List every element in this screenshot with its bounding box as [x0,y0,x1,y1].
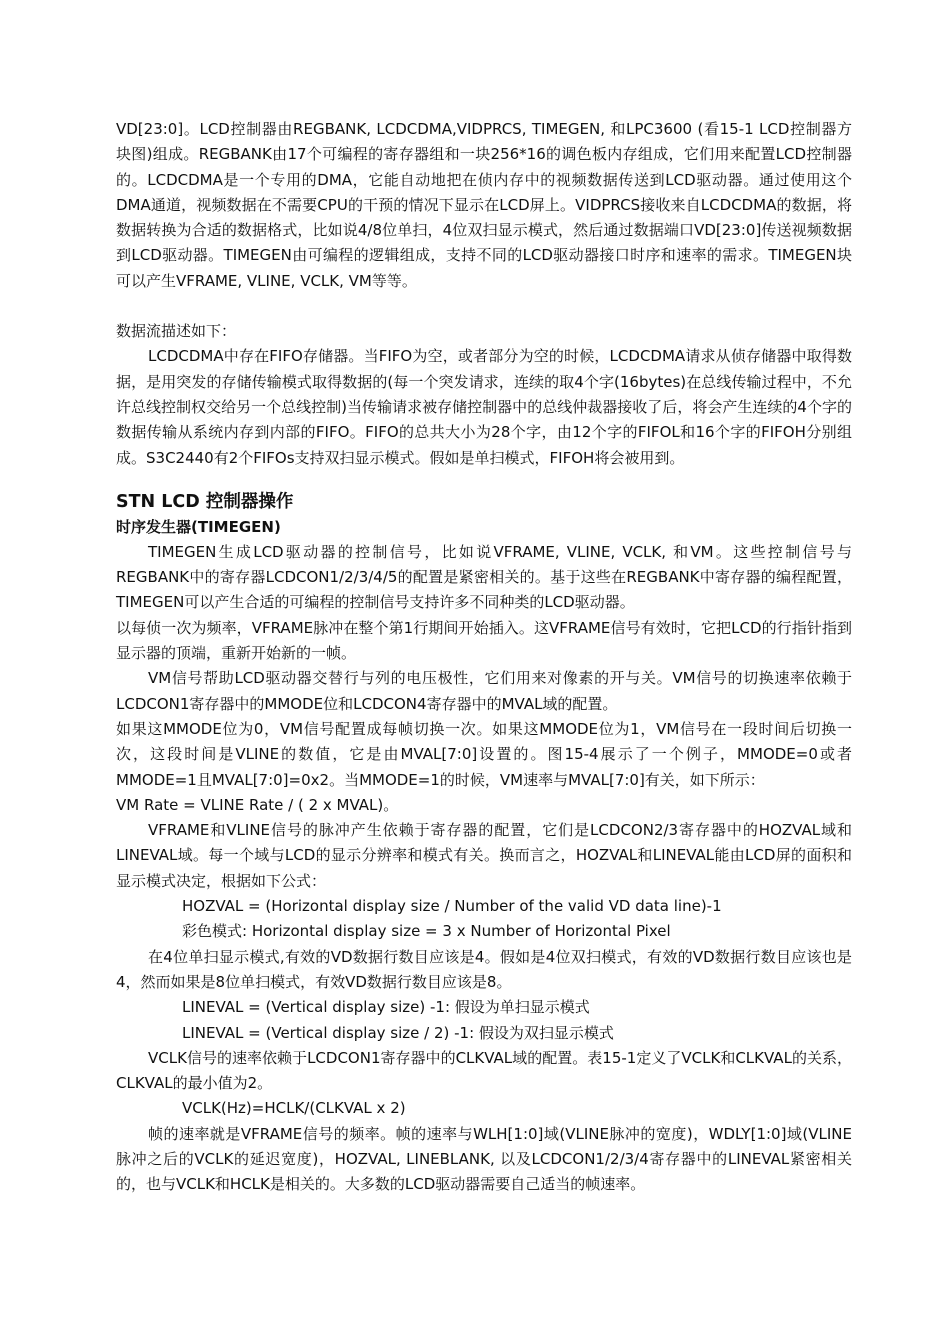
formula-vm-rate: VM Rate = VLINE Rate / ( 2 x MVAL)。 [116,795,399,814]
paragraph-frame-rate: 帧的速率就是VFRAME信号的频率。帧的速率与WLH[1:0]域(VLINE脉冲的宽度)，WDLY[1:0]域(VLINE脉冲之后的VCLK的延迟宽度)，HOZVAL, LINEBLANK, 以及LCDCON1/2/3/4寄存器中的LINEVAL紧密相关的，也与VCLK和HCLK是相关的。大多数的LCD驱动器需要自己适当的帧速率。 [116,1124,852,1194]
data-flow-intro: 数据流描述如下： [116,322,237,341]
paragraph-vm-signal: VM信号帮助LCD驱动器交替行与列的电压极性，它们用来对像素的开与关。VM信号的切换速率依赖于LCDCON1寄存器中的MMODE位和LCDCON4寄存器中的MVAL域的配置。 [116,669,852,713]
heading-bold-part: STN LCD [116,491,200,512]
document-page [116,117,852,1198]
paragraph-timegen: TIMEGEN生成LCD驱动器的控制信号，比如说VFRAME, VLINE, VCLK, 和VM。这些控制信号与REGBANK中的寄存器LCDCON1/2/3/4/5的配置是紧密相关的。基于这些在REGBANK中寄存器的编程配置，TIMEGEN可以产生合适的可编程的控制信号支持许多不同种类的LCD驱动器。 [116,542,852,612]
subheading-plain-part: 时序发生器 [116,517,192,536]
formula-lineval-single: LINEVAL = (Vertical display size) -1: 假设为单扫显示模式 [182,998,590,1017]
subheading-bold-part: (TIMEGEN) [191,517,281,536]
formula-color-mode: 彩色模式: Horizontal display size = 3 x Number of Horizontal Pixel [182,922,671,941]
formula-hozval: HOZVAL = (Horizontal display size / Number of the valid VD data line)-1 [182,897,722,916]
paragraph-mmode: 如果这MMODE位为0，VM信号配置成每帧切换一次。如果这MMODE位为1，VM信号在一段时间后切换一次，这段时间是VLINE的数值，它是由MVAL[7:0]设置的。图15-4展示了一个例子，MMODE=0或者MMODE=1且MVAL[7:0]=0x2。当MMODE=1的时候，VM速率与MVAL[7:0]有关，如下所示： [116,719,852,789]
heading-rest-part: 控制器操作 [205,491,294,512]
paragraph-lcd-controller-overview: VD[23:0]。LCD控制器由REGBANK, LCDCDMA,VIDPRCS, TIMEGEN, 和LPC3600 (看15-1 LCD控制器方块图)组成。REGBANK由17个可编程的寄存器组和一块256*16的调色板内存组成，它们用来配置LCD控制器的。LCDCDMA是一个专用的DMA，它能自动地把在侦内存中的视频数据传送到LCD驱动器。通过使用这个DMA通道，视频数据在不需要CPU的干预的情况下显示在LCD屏上。VIDPRCS接收来自LCDCDMA的数据，将数据转换为合适的数据格式，比如说4/8位单扫，4位双扫显示模式，然后通过数据端口VD[23:0]传送视频数据到LCD驱动器。TIMEGEN由可编程的逻辑组成，支持不同的LCD驱动器接口时序和速率的需求。TIMEGEN块可以产生VFRAME, VLINE, VCLK, VM等等。 [116,120,852,290]
section-heading-stn-lcd [116,489,852,515]
paragraph-vframe: 以每侦一次为频率，VFRAME脉冲在整个第1行期间开始插入。这VFRAME信号有效时，它把LCD的行指针指到显示器的顶端，重新开始新的一帧。 [116,618,852,663]
paragraph-vclk: VCLK信号的速率依赖于LCDCON1寄存器中的CLKVAL域的配置。表15-1定义了VCLK和CLKVAL的关系，CLKVAL的最小值为2。 [116,1048,852,1093]
paragraph-hozval-lineval: VFRAME和VLINE信号的脉冲产生依赖于寄存器的配置，它们是LCDCON2/3寄存器中的HOZVAL域和LINEVAL域。每一个域与LCD的显示分辨率和模式有关。换而言之，HOZVAL和LINEVAL能由LCD屏的面积和显示模式决定，根据如下公式： [116,821,852,890]
paragraph-data-flow: LCDCDMA中存在FIFO存储器。当FIFO为空，或者部分为空的时候，LCDCDMA请求从侦存储器中取得数据，是用突发的存储传输模式取得数据的(每一个突发请求，连续的取4个字(16bytes)在总线传输过程中，不允许总线控制权交给另一个总线控制)当传输请求被存储控制器中的总线仲裁器接收了后，将会产生连续的4个字的数据传输从系统内存到内部的FIFO。FIFO的总共大小为28个字，由12个字的FIFOL和16个字的FIFOH分别组成。S3C2440有2个FIFOs支持双扫显示模式。假如是单扫模式，FIFOH将会被用到。 [116,347,852,467]
spacer [116,471,852,489]
formula-lineval-dual: LINEVAL = (Vertical display size / 2) -1: 假设为双扫显示模式 [182,1023,614,1042]
paragraph-vd-lines: 在4位单扫显示模式,有效的VD数据行数目应该是4。假如是4位双扫模式，有效的VD数据行数目应该也是4，然而如果是8位单扫模式，有效VD数据行数目应该是8。 [116,947,852,991]
spacer [116,294,852,319]
subheading-timegen [116,515,852,540]
formula-vclk: VCLK(Hz)=HCLK/(CLKVAL x 2) [182,1099,406,1118]
